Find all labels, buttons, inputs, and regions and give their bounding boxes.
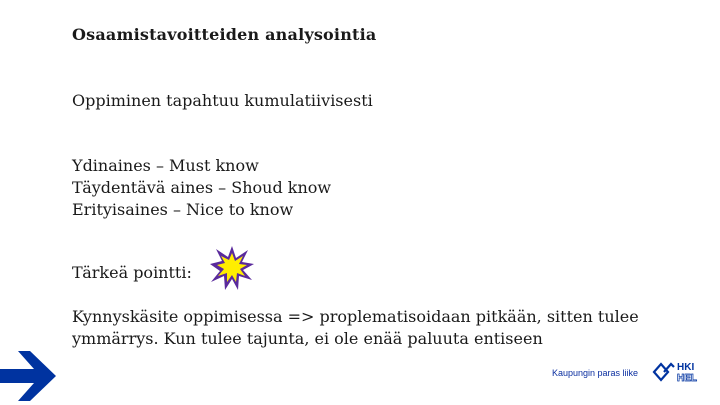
list-item: Ydinaines – Must know — [72, 156, 259, 175]
arrow-right-icon — [0, 341, 64, 405]
threshold-concept-paragraph: Kynnyskäsite oppimisessa => proplematisoidaan pitkään, sitten tulee ymmärrys. Kun tulee tajunta, ei ole enää paluuta entiseen — [72, 307, 639, 348]
logo-text-hki: HKI — [677, 362, 695, 373]
helsinki-logo — [652, 358, 702, 384]
logo-text-hel: HEL — [677, 373, 697, 384]
slide-title: Osaamistavoitteiden analysointia — [72, 25, 377, 44]
key-point-label: Tärkeä pointti: — [72, 263, 192, 282]
paragraph-cumulative: Oppiminen tapahtuu kumulatiivisesti — [72, 91, 373, 110]
list-item: Erityisaines – Nice to know — [72, 200, 294, 219]
list-item: Täydentävä aines – Shoud know — [72, 178, 332, 197]
footer-slogan: Kaupungin paras liike — [552, 368, 639, 378]
content-level-list — [72, 155, 331, 221]
burst-star-icon — [208, 244, 256, 292]
